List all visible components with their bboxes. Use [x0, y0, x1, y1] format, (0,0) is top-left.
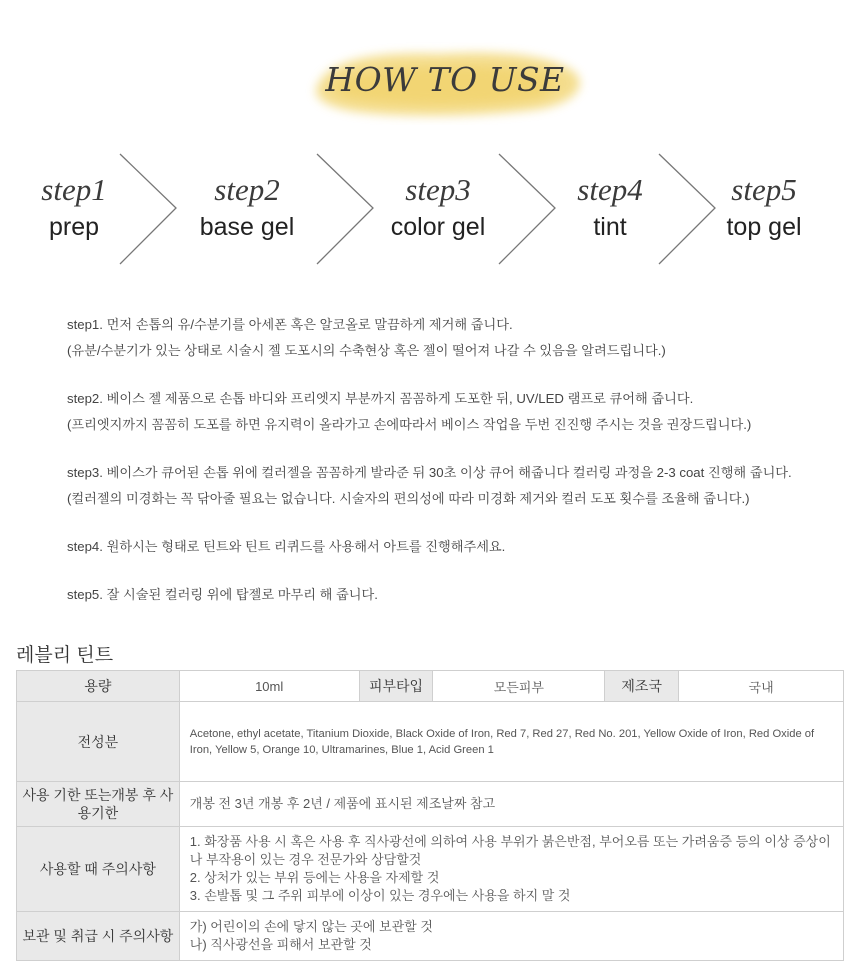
instruction-step3: step3. 베이스가 큐어된 손톱 위에 컬러젤을 꼼꼼하게 발라준 뒤 30초 이상 큐어 해줍니다 컬러링 과정을 2-3 coat 진행해 줍니다. (컬러젤의 미경화는 꼭 닦아줄 필요는 없습니다. 시술자의 편의성에 따라 미경화 제거와 컬러 도포 횟수를 조율해 줍니다.) [67, 465, 792, 506]
usage-instructions [67, 312, 847, 630]
product-spec-table [16, 670, 844, 961]
ingredients-value: Acetone, ethyl acetate, Titanium Dioxide, Black Oxide of Iron, Red 7, Red 27, Red No. 201, Yellow Oxide of Iron, Red Oxide of Iron, Yellow 5, Orange 10, Ultramarines, Blue 1, Acid Green 1 [179, 702, 843, 782]
step-name: base gel [199, 213, 295, 241]
chevron-right-icon [315, 150, 377, 270]
caution-label: 사용할 때 주의사항 [17, 827, 180, 912]
step-1 [18, 172, 130, 244]
chevron-right-icon [657, 150, 719, 270]
expiry-value: 개봉 전 3년 개봉 후 2년 / 제품에 표시된 제조날짜 참고 [179, 782, 843, 827]
storage-item: 나) 직사광선을 피해서 보관할 것 [189, 937, 372, 952]
storage-value [179, 912, 843, 961]
step-number: step3 [405, 172, 471, 207]
instruction-step2: step2. 베이스 젤 제품으로 손톱 바디와 프리엣지 부분까지 꼼꼼하게 도포한 뒤, UV/LED 램프로 큐어해 줍니다. (프리엣지까지 꼼꼼히 도포를 하면 유지력이 올라가고 손에따라서 베이스 작업을 두번 진진행 주시는 것을 권장드립니다.) [67, 391, 752, 432]
step-number: step2 [214, 172, 280, 207]
how-to-use-header [300, 40, 590, 125]
instruction-step4: step4. 원하시는 형태로 틴트와 틴트 리퀴드를 사용해서 아트를 진행해주세요. [67, 539, 506, 554]
spec-row-basic [17, 671, 844, 702]
country-value: 국내 [679, 671, 844, 702]
volume-value: 10ml [179, 671, 359, 702]
how-to-use-title: HOW TO USE [325, 60, 565, 99]
caution-item: 3. 손발톱 및 그 주위 피부에 이상이 있는 경우에는 사용을 하지 말 것 [189, 888, 571, 903]
expiry-label: 사용 기한 또는개봉 후 사용기한 [17, 782, 180, 827]
step-number: step4 [577, 172, 643, 207]
step-4 [562, 172, 658, 244]
spec-row-storage [17, 912, 844, 961]
ingredients-label: 전성분 [17, 702, 180, 782]
spec-row-expiry [17, 782, 844, 827]
skin-type-value: 모든피부 [433, 671, 605, 702]
step-number: step1 [41, 172, 107, 207]
chevron-right-icon [118, 150, 180, 270]
step-name: prep [48, 213, 100, 241]
country-label: 제조국 [605, 671, 679, 702]
storage-item: 가) 어린이의 손에 닿지 않는 곳에 보관할 것 [189, 919, 433, 934]
caution-item: 2. 상처가 있는 부위 등에는 사용을 자제할 것 [189, 870, 440, 885]
step-2 [190, 172, 304, 244]
step-number: step5 [731, 172, 797, 207]
product-title: 레블리 틴트 [16, 645, 114, 666]
step-name: top gel [726, 213, 802, 241]
spec-row-caution [17, 827, 844, 912]
caution-item: 1. 화장품 사용 시 혹은 사용 후 직사광선에 의하여 사용 부위가 붉은반점, 부어오름 또는 가려움증 등의 이상 증상이나 부작용이 있는 경우 전문가와 상담할것 [189, 834, 831, 867]
step-5 [712, 172, 816, 244]
step-name: color gel [390, 213, 486, 241]
steps-row [0, 150, 860, 270]
storage-label: 보관 및 취급 시 주의사항 [17, 912, 180, 961]
spec-row-ingredients [17, 702, 844, 782]
chevron-right-icon [497, 150, 559, 270]
step-name: tint [593, 213, 627, 241]
step-3 [378, 172, 498, 244]
caution-value [179, 827, 843, 912]
skin-type-label: 피부타입 [359, 671, 433, 702]
instruction-step1: step1. 먼저 손톱의 유/수분기를 아세폰 혹은 알코올로 말끔하게 제거해 줍니다. (유분/수분기가 있는 상태로 시술시 젤 도포시의 수축현상 혹은 젤이 떨어져 나갈 수 있음을 알려드립니다.) [67, 317, 666, 358]
volume-label: 용량 [17, 671, 180, 702]
instruction-step5: step5. 잘 시술된 컬러링 위에 탑젤로 마무리 해 줍니다. [67, 587, 378, 602]
